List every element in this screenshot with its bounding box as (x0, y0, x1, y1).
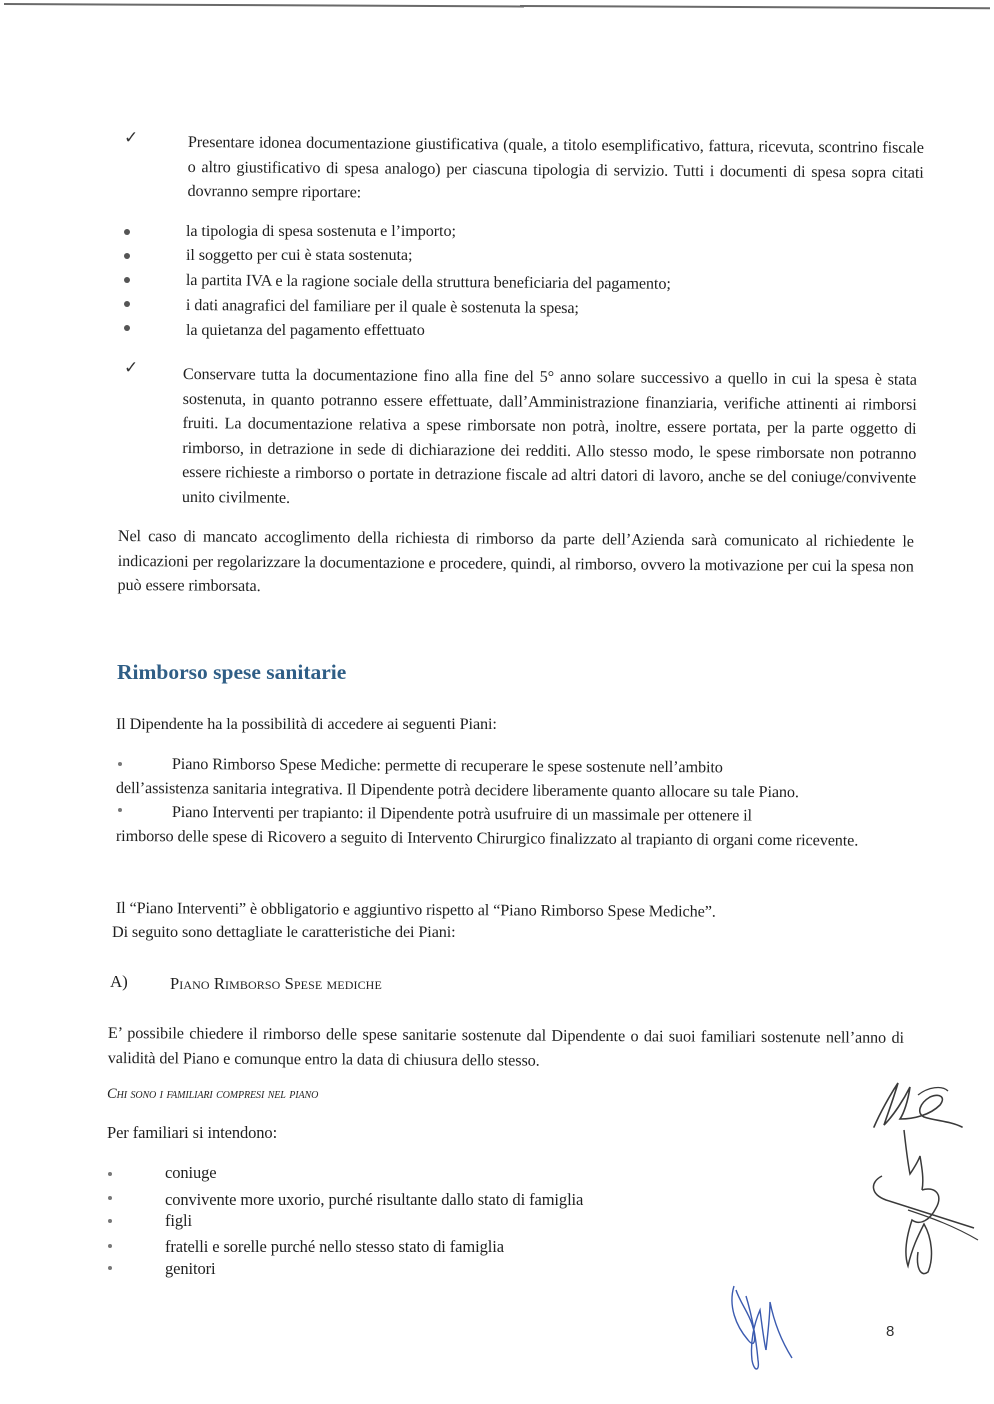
section-heading: Rimborso spese sanitarie (117, 660, 347, 684)
bullet-icon (108, 1196, 112, 1200)
bullet-icon (108, 1266, 112, 1270)
bullet-icon (118, 762, 122, 766)
bullet-icon (124, 325, 130, 331)
family-heading: Chi sono i familiari compresi nel piano (107, 1086, 319, 1102)
reimbursement-paragraph: E’ possibile chiedere il rimborso delle spese sanitarie sostenute dal Dipendente o dai suoi familiari sostenute nell’anno di validità del Piano e comunque entro la data di chiusura dello stesso. (107, 1023, 904, 1070)
family-member-item: genitori (165, 1259, 216, 1278)
bullet-icon (118, 808, 122, 812)
bullet-icon (124, 253, 130, 259)
signature-mark-top (870, 1075, 970, 1135)
family-member-item: fratelli e sorelle purché nello stesso stato di famiglia (165, 1237, 504, 1256)
plans-intro: Il Dipendente ha la possibilità di accedere ai seguenti Piani: (116, 715, 497, 733)
bullet-icon (124, 229, 130, 235)
requirement-item: i dati anagrafici del familiare per il quale è sostenuta la spesa; (185, 295, 579, 318)
family-member-item: convivente more uxorio, purché risultante dallo stato di famiglia (165, 1190, 584, 1209)
check-item-retention: Conservare tutta la documentazione fino alla fine del 5° anno solare successivo a quello in cui la spesa è stata sostenuta, in quanto potranno essere effettuate, dall’Amministrazione finanziaria, verifiche attinenti ai rimborsi fruiti. La documentazione relativa a spese rimborsate non potrà, inoltre, essere portata, per la parte oggetto di rimborso, in detrazione in sede di dichiarazione dei redditi. Allo stesso modo, le spese rimborsate non potranno essere richieste a rimborso o portate in detrazione fiscale ad altri datori di lavoro, anche se del coniuge/convivente unito civilmente. (181, 364, 917, 507)
signature-mark-middle (862, 1128, 982, 1278)
requirement-item: la partita IVA e la ragione sociale della struttura beneficiaria del pagamento; (185, 270, 671, 293)
requirement-item: la tipologia di spesa sostenuta e l’importo; (186, 222, 456, 240)
check-item-documentation: Presentare idonea documentazione giustificativa (quale, a titolo esemplificativo, fattura, ricevuta, scontrino fiscale o altro giustificativo di spesa analogo) per ciascuna tipologia di servizio. Tutti i documenti di spesa sopra citati dovranno sempre riportare: (187, 132, 924, 202)
checkmark-icon: ✓ (124, 128, 139, 147)
rejection-paragraph: Nel caso di mancato accoglimento della richiesta di rimborso da parte dell’Azienda sarà comunicato al richiedente le indicazioni per regolarizzare la documentazione e procedere, quindi, al rimborso, ovvero la motivazione per cui la spesa non può essere rimborsata. (117, 526, 914, 595)
plan-medical-first-line: Piano Rimborso Spese Mediche: permette di recuperare le spese sostenute nell’ambito (171, 754, 723, 777)
signature-mark-blue (726, 1276, 806, 1376)
mandatory-note: Il “Piano Interventi” è obbligatorio e aggiuntivo rispetto al “Piano Rimborso Spese Mediche”. (115, 898, 716, 921)
details-intro: Di seguito sono dettagliate le caratteristiche dei Piani: (112, 923, 456, 941)
top-rule (4, 3, 524, 7)
bullet-icon (108, 1219, 112, 1223)
bullet-icon (124, 277, 130, 283)
plan-transplant-first-line: Piano Interventi per trapianto: il Dipendente potrà usufruire di un massimale per ottenere il (171, 802, 752, 825)
bullet-icon (108, 1244, 112, 1248)
page-number: 8 (886, 1323, 895, 1340)
top-rule-right (520, 5, 990, 9)
plan-transplant-rest: rimborso delle spese di Ricovero a seguito di Intervento Chirurgico finalizzato al trapianto di organi come ricevente. (115, 826, 859, 850)
family-intro: Per familiari si intendono: (107, 1123, 278, 1142)
checkmark-icon: ✓ (124, 358, 139, 377)
family-member-item: figli (165, 1211, 192, 1230)
requirement-item: il soggetto per cui è stata sostenuta; (186, 246, 413, 264)
family-member-item: coniuge (165, 1163, 217, 1182)
subsection-label: A) (110, 972, 128, 991)
bullet-icon (108, 1172, 112, 1176)
bullet-icon (124, 301, 130, 307)
plan-medical-rest: dell’assistenza sanitaria integrativa. Il Dipendente potrà decidere liberamente quanto allocare su tale Piano. (115, 778, 799, 802)
subsection-title: Piano Rimborso Spese mediche (170, 974, 382, 993)
requirement-item: la quietanza del pagamento effettuato (186, 321, 425, 339)
